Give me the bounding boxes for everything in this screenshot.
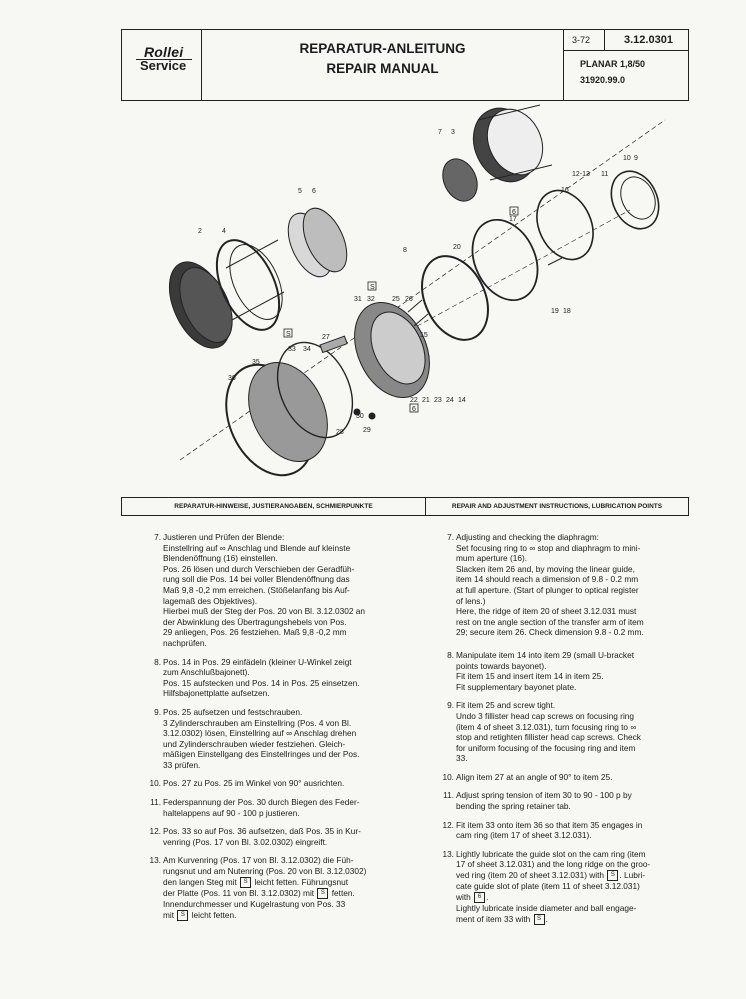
callout-29: 29: [363, 427, 371, 434]
english-step-11: 11. Adjust spring tension of item 30 to 90 - 100 p by bending the spring retainer tab.: [443, 790, 632, 812]
german-step-12: 12. Pos. 33 so auf Pos. 36 aufsetzen, daß Pos. 35 in Kur- venring (Pos. 17 von Bl. 3.02.0302) eingreift.: [149, 826, 361, 847]
callout-28: 28: [336, 429, 344, 436]
callout-21: 21: [422, 397, 430, 404]
section-header-bar: [121, 497, 689, 516]
german-step-8: 8. Pos. 14 in Pos. 29 einfädeln (kleiner U-Winkel zeigt zum Anschlußbajonett). Pos. 15 aufstecken und Pos. 14 in Pos. 25 einsetzen. Hilfsbajonettplatte aufsetzen.: [154, 656, 360, 699]
callout-27: 27: [322, 334, 330, 341]
title-german: REPARATUR-ANLEITUNG: [299, 41, 466, 56]
lubrication-box-icon: S: [177, 910, 188, 921]
lubrication-box-icon: S: [240, 877, 251, 888]
callout-34: 34: [303, 346, 311, 353]
callout-15: 15: [420, 332, 428, 339]
callout-4: 4: [222, 228, 226, 235]
meta-divider: [604, 30, 605, 50]
brand-logo: Rollei: [144, 44, 184, 60]
callout-30: 30: [356, 413, 364, 420]
callout-7: 7: [438, 129, 442, 136]
german-step-7: 7. Justieren und Prüfen der Blende: Einstellring auf ∞ Anschlag und Blende auf kleinste Blendenöffnung (16) einstellen. Pos. 26 lösen und durch Verschieben der Geradfüh- rung soll die Pos. 14 bei voller Blendenöffnung das Maß 9,8 -0,2 mm erreichen. (Stößelanfang bis Auf- lagemaß des Objektives). Hierbei muß der Steg der Pos. 20 von Bl. 3.12.0302 an der Abwinklung des Übertragungshebels von Pos. 29 anliegen, Pos. 26 festziehen. Maß 9,8 -0,2 mm nachprüfen.: [154, 532, 366, 648]
assembly-axis-upper: [410, 210, 630, 330]
bayonet-plate-icon: [602, 164, 667, 237]
lube-box-6-label-2: 6: [412, 406, 416, 413]
english-step-8: 8. Manipulate item 14 into item 29 (small U-bracket points towards bayonet). Fit item 15 and insert item 14 in item 25. Fit supplementary bayonet plate.: [447, 649, 634, 692]
lubrication-box-icon: S: [534, 914, 545, 925]
english-step-12: 12. Fit item 33 onto item 36 so that item 35 engages in cam ring (item 17 of sheet 3.12.031).: [442, 819, 643, 841]
callout-24: 24: [446, 397, 454, 404]
lube-box-s-label: S: [370, 284, 375, 291]
callout-25: 25: [392, 296, 400, 303]
callout-36: 36: [228, 375, 236, 382]
callout-8: 8: [403, 247, 407, 254]
english-step-9: 9. Fit item 25 and screw tight. Undo 3 fillister head cap screws on focusing ring (item 4 of sheet 3.12.031), turn focusing ring to ∞ stop and retighten fillister head cap screws. Check for uniform focusing of the focusing ring and item 33.: [447, 700, 641, 764]
callout-18: 18: [563, 308, 571, 315]
section-label-german: REPARATUR-HINWEISE, JUSTIERANGABEN, SCHMIERPUNKTE: [122, 498, 426, 515]
exploded-view-svg: [160, 100, 700, 482]
callout-20: 20: [453, 244, 461, 251]
callout-33: 33: [288, 346, 296, 353]
part-number: 31920.99.0: [580, 75, 626, 85]
lube-box-6-label: 6: [512, 209, 516, 216]
callout-5: 5: [298, 188, 302, 195]
lens-model: PLANAR 1,8/50: [580, 59, 646, 69]
callout-23: 23: [434, 397, 442, 404]
german-step-13: 13. Am Kurvenring (Pos. 17 von Bl. 3.12.0302) die Füh- rungsnut und am Nutenring (Pos. 20 von Bl. 3.12.0302) den langen Steg mit S leicht fetten. Führungsnut der Platte (Pos. 11 von Bl. 3.12.0302) mit S fetten. Innendurchmesser und Kugelrastung von Pos. 33 mit S leicht fetten.: [149, 855, 367, 920]
title-block: [202, 30, 564, 100]
callout-35: 35: [252, 359, 260, 366]
callout-3: 3: [451, 129, 455, 136]
callout-19: 19: [551, 308, 559, 315]
callout-16: 16: [561, 187, 569, 194]
exploded-diagram: [160, 100, 700, 482]
logo-block: [122, 30, 202, 100]
service-label: Service: [140, 58, 187, 73]
callout-26: 26: [405, 296, 413, 303]
instructions-german: [148, 532, 416, 929]
callout-11: 11: [601, 171, 609, 178]
callout-12-13: 12-13: [572, 171, 590, 178]
lubrication-box-icon: 6: [474, 892, 485, 903]
title-english: REPAIR MANUAL: [326, 61, 439, 76]
lubrication-box-icon: S: [607, 870, 618, 881]
callout-32: 32: [367, 296, 375, 303]
english-step-7: 7. Adjusting and checking the diaphragm: Set focusing ring to ∞ stop and diaphragm to mini- mum aperture (16). Slacken item 26 and, by moving the linear guide, item 14 should reach a dimension of 9.8 - 0.2 mm at full aperture. (Start of plunger to optical register of lens.) Here, the ridge of item 20 of sheet 3.12.031 must rest on tne angle section of the transfer arm of item 29; secure item 26. Check dimension 9.8 - 0.2 mm.: [447, 532, 644, 638]
callout-14: 14: [458, 397, 466, 404]
english-step-10: 10. Align item 27 at an angle of 90° to item 25.: [442, 771, 613, 782]
header: [121, 29, 689, 101]
callout-17: 17: [509, 216, 517, 223]
callout-6: 6: [312, 188, 316, 195]
document-number: 3.12.0301: [624, 34, 673, 46]
callout-22: 22: [410, 397, 418, 404]
meta-row: [564, 30, 688, 51]
english-step-13: 13. Lightly lubricate the guide slot on the cam ring (item 17 of sheet 3.12.031) and the long ridge on the groo- ved ring (item 20 of sheet 3.12.031) with S . Lubri- cate guide slot of plate (item 11 of sheet 3.12.031) with 6 . Lightly lubricate inside diameter and ball engage- ment of item 33 with S .: [442, 848, 651, 924]
section-label-english: REPAIR AND ADJUSTMENT INSTRUCTIONS, LUBRICATION POINTS: [451, 503, 663, 510]
meta-block: [564, 30, 688, 100]
german-step-11: 11. Federspannung der Pos. 30 durch Biegen des Feder- haltelappens auf 90 - 100 p justieren.: [150, 797, 360, 818]
german-step-9: 9. Pos. 25 aufsetzen und festschrauben. 3 Zylinderschrauben am Einstellring (Pos. 4 von Bl. 3.12.0302) lösen, Einstellring auf ∞ Anschlag drehen und Zylinderschrauben wieder festziehen. Gleich- mäßigen Einstellgang des Einstellringes und der Pos. 33 prüfen.: [154, 706, 360, 770]
german-step-10: 10. Pos. 27 zu Pos. 25 im Winkel von 90° ausrichten.: [149, 778, 345, 789]
lube-box-s-label-2: S: [286, 331, 291, 338]
callout-31: 31: [354, 296, 362, 303]
callout-2: 2: [198, 228, 202, 235]
callout-9: 9: [634, 155, 638, 162]
issue-date: 3-72: [572, 35, 591, 45]
callout-10: 10: [623, 155, 631, 162]
lubrication-box-icon: S: [317, 888, 328, 899]
instructions-english: [441, 532, 699, 933]
lens-element-icon: [160, 252, 243, 357]
